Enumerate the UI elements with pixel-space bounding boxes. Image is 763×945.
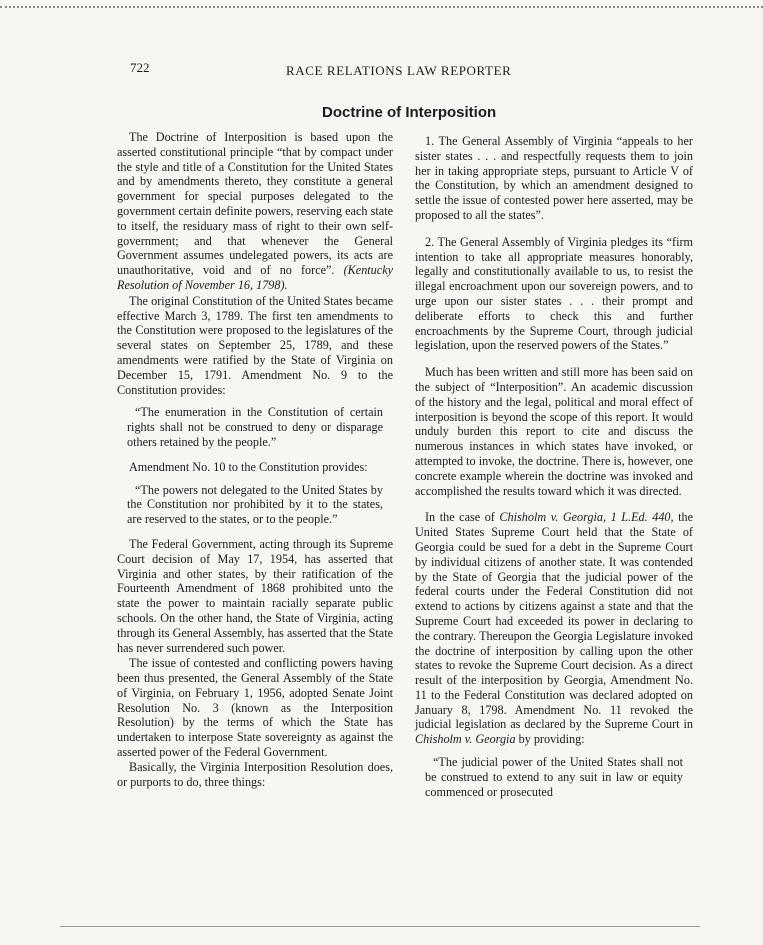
paragraph-amendment-ten-intro: Amendment No. 10 to the Constitution provides: — [129, 459, 368, 474]
quote-ninth-amendment — [117, 405, 393, 449]
paragraph-text: by providing: — [518, 732, 585, 747]
case-name: Chisholm v. Georgia — [415, 732, 516, 747]
paragraph-text: In the case of — [425, 510, 495, 525]
right-column — [415, 134, 693, 809]
case-citation: Chisholm v. Georgia, 1 L.Ed. 440, — [499, 510, 674, 525]
list-item-pledge: 2. The General Assembly of Virginia pledges its “firm intention to take all appropriate measures honorably, legally and constitutionally available to us, to resist the illegal encroachment upon our sovereign powers, and to urge upon our sister states . . . their prompt and deliberate efforts to check this and further encroachments by the Supreme Court, through judicial legislation, upon the reserved powers of the States.” — [415, 234, 693, 353]
paragraph-three-things: Basically, the Virginia Interposition Resolution does, or purports to do, three things: — [117, 759, 393, 789]
paragraph-chisholm-case — [415, 510, 693, 747]
quote-text: “The enumeration in the Constitution of certain rights shall not be construed to deny or disparage others retained by the people.” — [127, 405, 383, 449]
quote-tenth-amendment — [117, 483, 393, 527]
article-title: Doctrine of Interposition — [322, 104, 497, 121]
paragraph-kentucky-resolution — [117, 130, 393, 293]
citation: (Kentucky Resolution of November 16, 1798). — [117, 263, 394, 292]
scan-dotted-edge — [0, 6, 763, 8]
paragraph-much-written: Much has been written and still more has been said on the subject of “Interposition”. An academic discussion of the history and the legal, political and moral effect of interposition is beyond the scope of this report. It would unduly burden this report to cite and discuss the numerous instances in which states have invoked, or attempted to invoke, the doctrine. There is, however, one concrete example wherein the doctrine was invoked and accomplished the results toward which it was directed. — [415, 365, 693, 498]
quote-text: “The judicial power of the United States shall not be construed to extend to any suit in law or equity commenced or prosecuted — [425, 755, 683, 799]
paragraph-original-constitution: The original Constitution of the United States became effective March 3, 1789. The first ten amendments to the Constitution were proposed to the legislatures of the several states on September 25, 1789, and these amendments were ratified by the State of Virginia on December 15, 1791. Amendment No. 9 to the Constitution provides: — [117, 293, 393, 397]
quote-text: “The powers not delegated to the United States by the Constitution nor prohibited by it to the states, are reserved to the states, or to the people.” — [127, 482, 383, 527]
scan-bottom-edge — [60, 926, 700, 927]
paragraph-text: the United States Supreme Court held that the State of Georgia could be sued for a debt in the Supreme Court by individual citizens of another state. It was contended by the State of Georgia that the judicial power of the federal courts under the Federal Constitution did not extend to actions by citizens against a state and that the Supreme Court had exceeded its power in declaring to the contrary. Thereupon the Georgia Legislature invoked the doctrine of interposition by calling upon the other states to revoke the Supreme Court decision. As a direct result of the interposition by Georgia, Amendment No. 11 to the Federal Constitution was declared adopted on January 8, 1798. Amendment No. 11 revoked the judicial legislation as declared by the Supreme Court in — [415, 510, 694, 732]
page-number: 722 — [130, 60, 150, 75]
quote-eleventh-amendment — [415, 755, 693, 799]
list-item-appeal: 1. The General Assembly of Virginia “appeals to her sister states . . . and respectfully requests them to join her in taking appropriate steps, pursuant to Article V of the Constitution, by which an amendment designed to settle the issue of contested power here asserted, may be proposed to all the states”. — [415, 134, 693, 222]
paragraph-contested-powers: The issue of contested and conflicting powers having been thus presented, the General Assembly of the State of Virginia, on February 1, 1956, adopted Senate Joint Resolution No. 3 (known as the Interposition Resolution) by the terms of which the State has undertaken to interpose State sovereignty as against the asserted power of the Federal Government. — [117, 656, 393, 760]
running-head: RACE RELATIONS LAW REPORTER — [286, 63, 512, 78]
left-column — [117, 130, 393, 789]
paragraph-federal-government: The Federal Government, acting through its Supreme Court decision of May 17, 1954, has asserted that Virginia and other states, by their ratification of the Fourteenth Amendment of 1868 prohibited unto the state the power to maintain racially separate public schools. On the other hand, the State of Virginia, acting through its General Assembly, has asserted that the State has never surrendered such power. — [117, 536, 393, 655]
paragraph-text: The Doctrine of Interposition is based upon the asserted constitutional principle “that by compact under the style and title of a Constitution for the United States and by amendments thereto, they constitute a general government for special purposes delegated to the government certain definite powers, reserving each state to itself, the residuary mass of right to their own self-government; and that whenever the General Government assumes undelegated powers, its acts are unauthoritative, void and of no force”. — [117, 130, 393, 278]
